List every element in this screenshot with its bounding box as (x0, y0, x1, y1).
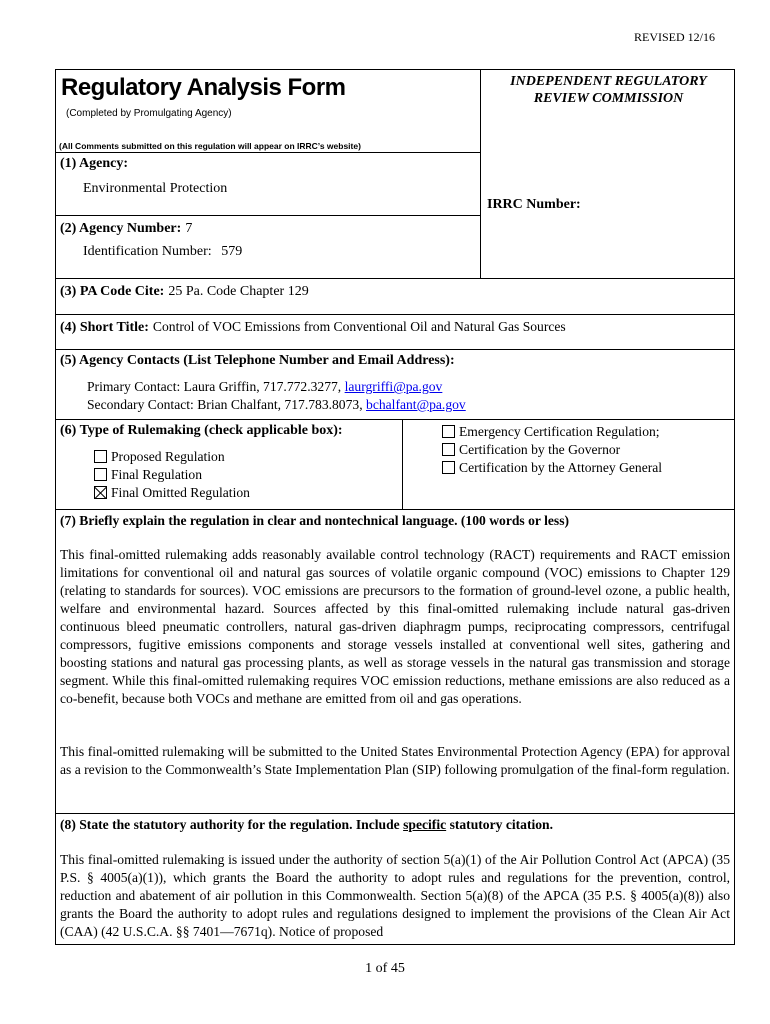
divider (56, 152, 480, 153)
regulatory-analysis-form (55, 69, 735, 945)
divider (56, 314, 734, 315)
secondary-contact-text: Secondary Contact: Brian Chalfant, 717.783.8073, (87, 397, 363, 412)
option-final-regulation[interactable] (94, 466, 250, 484)
short-title-row (60, 318, 566, 336)
checkbox[interactable] (94, 450, 107, 463)
checkbox[interactable] (442, 443, 455, 456)
identification-number-label: Identification Number: (83, 244, 212, 259)
section7-label: (7) Briefly explain the regulation in clear and nontechnical language. (100 words or less) (60, 513, 570, 528)
divider (56, 813, 734, 814)
option-label: Final Regulation (111, 467, 202, 482)
rulemaking-type-label: (6) Type of Rulemaking (check applicable box): (60, 423, 343, 438)
short-title-value: Control of VOC Emissions from Conventional Oil and Natural Gas Sources (152, 319, 566, 334)
pa-code-label: (3) PA Code Cite: (60, 284, 165, 299)
section7-paragraph-1: This final-omitted rulemaking adds reasonably available control technology (RACT) requirements and RACT emission limitations for conventional oil and natural gas sources of volatile organic compound (VOC) emissions to Chapter 129 (relating to standards for sources). VOC emissions are precursors to the formation of ground-level ozone, a public health, welfare and environmental hazard. Sources affected by this final-omitted rulemaking include natural gas-driven continuous bleed pneumatic controllers, natural gas-driven diaphragm pumps, reciprocating compressors, centrifugal compressors, fugitive emissions components and storage vessels installed at conventional well sites, gathering and boosting stations and natural gas processing plants, as well as storage vessels in the natural gas transmission and storage segment. While this final-omitted rulemaking requires VOC emission reductions, methane emissions are also reduced as a co-benefit, because both VOCs and methane are emitted from oil and gas operations. (60, 547, 730, 706)
irrc-heading (481, 73, 736, 107)
primary-contact-email-link[interactable]: laurgriffi@pa.gov (344, 379, 443, 394)
option-final-omitted-regulation[interactable] (94, 484, 250, 502)
checkbox-checked[interactable] (94, 486, 107, 499)
contacts-label: (5) Agency Contacts (List Telephone Number and Email Address): (60, 353, 455, 368)
option-certification-attorney-general[interactable] (442, 459, 662, 477)
divider (56, 349, 734, 350)
section8-label-underlined: specific (403, 817, 447, 832)
irrc-number-label: IRRC Number: (487, 197, 581, 212)
agency-number-row (60, 219, 192, 237)
divider (56, 278, 734, 279)
checkbox[interactable] (442, 425, 455, 438)
comments-notice: (All Comments submitted on this regulation will appear on IRRC’s website) (59, 141, 361, 151)
option-label: Certification by the Attorney General (459, 460, 663, 475)
secondary-contact-email-link[interactable]: bchalfant@pa.gov (366, 397, 466, 412)
revision-date: REVISED 12/16 (634, 30, 715, 44)
agency-number-label: (2) Agency Number: (60, 221, 182, 236)
primary-contact-text: Primary Contact: Laura Griffin, 717.772.3277, (87, 379, 342, 394)
option-emergency-certification[interactable] (442, 423, 662, 441)
form-subtitle: (Completed by Promulgating Agency) (66, 108, 232, 119)
section8-label (60, 817, 553, 833)
option-proposed-regulation[interactable] (94, 448, 250, 466)
option-certification-governor[interactable] (442, 441, 662, 459)
irrc-heading-line1: INDEPENDENT REGULATORY (510, 74, 707, 89)
irrc-heading-line2: REVIEW COMMISSION (533, 91, 684, 106)
section8-paragraph-1: This final-omitted rulemaking is issued under the authority of section 5(a)(1) of the Air Pollution Control Act (APCA) (35 P.S. § 4005(a)(1)), which grants the Board the authority to adopt rules and regulations for the prevention, control, reduction and abatement of air pollution in this Commonwealth. Section 5(a)(8) of the APCA (35 P.S. § 4005(a)(8)) also grants the Board the authority to adopt rules and regulations designed to implement the provisions of the Clean Air Act (CAA) (42 U.S.C.A. §§ 7401—7671q). Notice of proposed (60, 852, 730, 939)
option-label: Certification by the Governor (459, 442, 621, 457)
form-title: Regulatory Analysis Form (61, 74, 346, 101)
rulemaking-right-options (442, 423, 662, 477)
option-label: Emergency Certification Regulation; (459, 424, 660, 439)
short-title-label: (4) Short Title: (60, 320, 149, 335)
checkbox[interactable] (94, 468, 107, 481)
identification-number-value: 579 (221, 244, 243, 259)
pa-code-row (60, 282, 309, 300)
divider (402, 419, 403, 509)
option-label: Proposed Regulation (111, 449, 225, 464)
section7-paragraph-2: This final-omitted rulemaking will be submitted to the United States Environmental Protection Agency (EPA) for approval as a revision to the Commonwealth’s State Implementation Plan (SIP) following promulgation of the final-form regulation. (60, 744, 730, 777)
option-label: Final Omitted Regulation (111, 485, 250, 500)
section8-label-pre: (8) State the statutory authority for the regulation. Include (60, 817, 400, 832)
section8-label-post: statutory citation. (449, 817, 554, 832)
agency-label: (1) Agency: (60, 156, 129, 171)
page-number: 1 of 45 (365, 961, 405, 976)
agency-value: Environmental Protection (83, 181, 228, 196)
pa-code-value: 25 Pa. Code Chapter 129 (168, 284, 309, 299)
divider (56, 215, 480, 216)
secondary-contact (87, 396, 466, 414)
primary-contact (87, 378, 442, 396)
divider (56, 509, 734, 510)
agency-number-value: 7 (185, 221, 193, 236)
checkbox[interactable] (442, 461, 455, 474)
identification-number-row (83, 244, 242, 260)
rulemaking-left-options (94, 448, 250, 502)
divider (56, 419, 734, 420)
